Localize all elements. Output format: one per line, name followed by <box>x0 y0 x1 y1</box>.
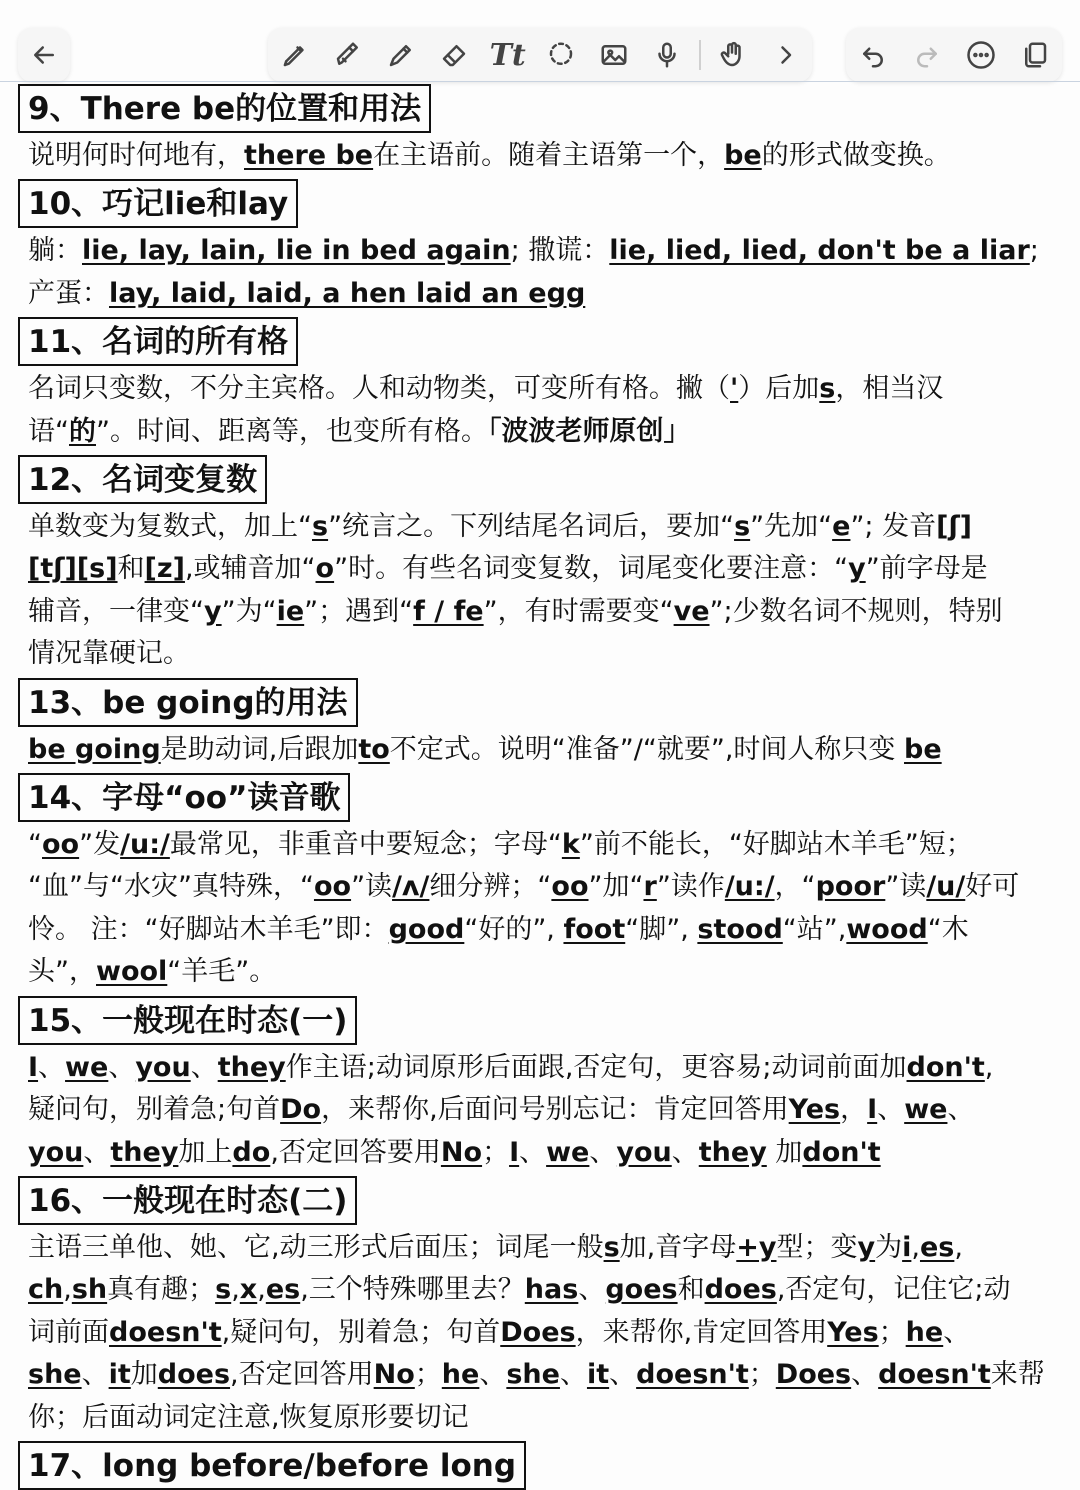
keyword: s <box>734 511 751 543</box>
keyword: they <box>110 1136 179 1168</box>
text-run: “木 <box>927 913 969 945</box>
section-body <box>18 506 1062 676</box>
section-heading-wrap <box>18 678 1062 727</box>
text-run: 、 <box>108 1051 136 1083</box>
section-heading-wrap <box>18 996 1062 1045</box>
section-heading: 11、名词的所有格 <box>18 317 298 366</box>
back-arrow-icon[interactable] <box>22 33 66 77</box>
text-run: 加,音字母 <box>619 1231 737 1263</box>
body-line <box>28 506 1062 548</box>
keyword: there be <box>244 140 374 171</box>
text-run: 、 <box>83 1136 111 1168</box>
pen-icon[interactable] <box>273 33 317 77</box>
section-heading-wrap <box>18 455 1062 504</box>
keyword: good <box>388 913 465 945</box>
text-run: 、 <box>81 1359 109 1391</box>
text-run: ，相当汉 <box>835 373 944 405</box>
text-run: ,或辅音加“ <box>184 553 316 585</box>
keyword: sh <box>71 1274 108 1306</box>
body-line <box>28 230 1062 272</box>
section-heading-wrap <box>18 1176 1062 1225</box>
image-icon[interactable] <box>592 33 636 77</box>
text-run: ,否定回答用 <box>230 1359 374 1391</box>
text-run: 作主语;动词原形后面跟,否定句，更容易;动词前面加 <box>285 1051 907 1083</box>
text-run: 辅音，一律变“ <box>28 595 204 627</box>
section-body <box>18 135 1062 177</box>
keyword: y <box>204 595 222 627</box>
keyword: wood <box>846 913 928 945</box>
text-run: 、 <box>38 1051 66 1083</box>
text-tool-label: Tt <box>489 37 526 73</box>
tools-group <box>268 28 812 82</box>
text-run: 主语三单他、她、它,动三形式后面压；词尾一般 <box>28 1231 604 1263</box>
section-heading: 17、long before/before long <box>18 1441 526 1490</box>
text-run: 怜。 注：“好脚站木羊毛”即： <box>28 913 389 945</box>
keyword: No <box>373 1359 415 1391</box>
keyword: stood <box>697 913 783 945</box>
keyword: does <box>157 1359 231 1391</box>
body-line <box>28 1227 1062 1269</box>
keyword: +y <box>736 1231 777 1263</box>
text-run: 、 <box>578 1274 606 1306</box>
text-run: ”;少数名词不规则，特别 <box>709 595 1003 627</box>
keyword: be going <box>28 733 161 765</box>
section-body <box>18 1227 1062 1439</box>
pencil-icon[interactable] <box>379 33 423 77</box>
keyword: x <box>239 1274 258 1306</box>
text-run: ,疑问句，别着急；句首 <box>221 1316 501 1348</box>
text-run: “ <box>28 829 42 861</box>
keyword: [z] <box>144 553 185 585</box>
body-line <box>28 951 1062 993</box>
text-run: ”，有时需要变“ <box>483 595 674 627</box>
keyword: [tʃ][s] <box>28 553 118 585</box>
section-body <box>18 368 1062 453</box>
keyword: Yes <box>827 1316 879 1348</box>
keyword: /u:/ <box>724 871 775 903</box>
section-heading-wrap <box>18 773 1062 822</box>
text-run: 真有趣； <box>107 1274 216 1306</box>
text-run: , <box>911 1231 920 1263</box>
toolbar-divider <box>0 81 1080 82</box>
keyword: I <box>28 1051 39 1083</box>
text-run: “站”, <box>782 913 847 945</box>
text-run: 头”， <box>28 956 96 988</box>
actions-group <box>846 28 1062 82</box>
text-run: 、 <box>190 1051 218 1083</box>
keyword: lie, lay, lain, lie in bed again <box>82 235 511 267</box>
keyword: doesn't <box>878 1359 991 1391</box>
keyword: don't <box>906 1051 985 1083</box>
keyword: lie, lied, lied, don't be a liar <box>609 235 1030 267</box>
eraser-icon[interactable] <box>432 33 476 77</box>
keyword: k <box>561 829 580 861</box>
text-run: 、 <box>519 1136 547 1168</box>
text-run: 型；变 <box>776 1231 858 1263</box>
keyword: they <box>217 1051 286 1083</box>
body-line <box>28 633 1062 675</box>
text-run: ）后加 <box>738 373 820 405</box>
body-line <box>28 1312 1062 1354</box>
text-run: 好可 <box>965 871 1020 903</box>
text-run: 单数变为复数式，加上“ <box>28 511 312 543</box>
text-run: 你；后面动词定注意,恢复原形要切记 <box>28 1401 469 1433</box>
note-content <box>18 84 1062 1490</box>
keyword: ie <box>276 595 305 627</box>
keyword: y <box>857 1231 876 1263</box>
body-line <box>28 1269 1062 1311</box>
text-run: 产蛋： <box>28 277 109 309</box>
keyword: Does <box>775 1359 852 1391</box>
text-run: 和 <box>117 553 145 585</box>
text-run: , <box>984 1051 994 1083</box>
body-line <box>28 1354 1062 1396</box>
text-run: 、 <box>943 1316 971 1348</box>
keyword: /ʌ/ <box>392 871 430 903</box>
text-run: ”。时间、距离等，也变所有格。 <box>96 415 488 447</box>
keyword: ' <box>730 373 739 405</box>
text-run: ”统言之。下列结尾名词后，要加“ <box>328 511 735 543</box>
section-heading: 10、巧记lie和lay <box>18 179 298 228</box>
keyword: /u/ <box>926 871 966 903</box>
more-icon[interactable] <box>959 33 1003 77</box>
text-run: 词前面 <box>28 1316 109 1348</box>
keyword: she <box>28 1359 82 1391</box>
text-run: ,三个特殊哪里去？ <box>300 1274 525 1306</box>
body-line <box>28 591 1062 633</box>
keyword: don't <box>802 1136 881 1168</box>
body-line <box>28 368 1062 410</box>
text-run: ,否定回答要用 <box>270 1136 441 1168</box>
body-line <box>28 1397 1062 1439</box>
section-heading: 15、一般现在时态(一) <box>18 996 357 1045</box>
keyword: you <box>28 1136 84 1168</box>
text-run: 最常见，非重音中要短念；字母“ <box>169 829 562 861</box>
keyword: i <box>902 1231 912 1263</box>
body-line <box>28 135 1062 177</box>
keyword: oo <box>313 871 352 903</box>
text-run: ”先加“ <box>750 511 833 543</box>
section-heading-wrap <box>18 84 1062 133</box>
bold-text: 「波波老师原创」 <box>488 415 691 447</box>
section-heading: 16、一般现在时态(二) <box>18 1176 357 1225</box>
text-run: 加上 <box>178 1136 233 1168</box>
body-line <box>28 411 1062 453</box>
keyword: doesn't <box>636 1359 749 1391</box>
text-run: ，“ <box>774 871 816 903</box>
keyword: Do <box>280 1094 322 1126</box>
keyword: we <box>65 1051 109 1083</box>
chevron-right-icon[interactable] <box>763 33 807 77</box>
keyword: I <box>867 1094 878 1126</box>
keyword: /u:/ <box>120 829 170 861</box>
text-run: ”加“ <box>588 871 644 903</box>
text-run: ”前字母是 <box>865 553 988 585</box>
keyword: they <box>698 1136 767 1168</box>
keyword: oo <box>551 871 589 903</box>
text-run: 来帮 <box>990 1359 1045 1391</box>
keyword: s <box>603 1231 620 1263</box>
body-line <box>28 273 1062 315</box>
text-run: , <box>954 1231 963 1263</box>
hand-touch-icon[interactable] <box>710 33 754 77</box>
text-run: ， <box>840 1094 868 1126</box>
pages-icon[interactable] <box>1013 33 1057 77</box>
keyword: he <box>905 1316 944 1348</box>
keyword: foot <box>563 913 626 945</box>
text-run: 情况靠硬记。 <box>28 638 190 670</box>
text-run: 语“ <box>28 415 69 447</box>
section-heading-wrap <box>18 179 1062 228</box>
text-run: 名词只变数，不分主宾格。人和动物类，可变所有格。撇（ <box>28 373 730 405</box>
keyword: does <box>704 1274 777 1306</box>
keyword: she <box>506 1359 560 1391</box>
keyword: f / fe <box>413 595 484 627</box>
keyword: be <box>904 733 942 765</box>
text-run: 、 <box>947 1094 975 1126</box>
text-run: ”发 <box>79 829 121 861</box>
keyword: we <box>546 1136 590 1168</box>
text-run: 为 <box>875 1231 903 1263</box>
keyword: doesn't <box>109 1316 222 1348</box>
text-run: “好的”, <box>464 913 564 945</box>
text-run: 在主语前。随着主语第一个， <box>373 140 725 171</box>
keyword: you <box>616 1136 672 1168</box>
text-run: ”时。有些名词变复数，词尾变化要注意：“ <box>334 553 849 585</box>
text-run: , <box>63 1274 72 1306</box>
text-run: ”前不能长，“好脚站木羊毛”短； <box>579 829 973 861</box>
keyword: e <box>832 511 851 543</box>
text-run: ”读 <box>885 871 927 903</box>
keyword: he <box>441 1359 480 1391</box>
text-run: 、 <box>609 1359 637 1391</box>
keyword: es <box>265 1274 301 1306</box>
keyword: to <box>358 733 390 765</box>
keyword: lay, laid, laid, a hen laid an egg <box>109 277 586 309</box>
section-body <box>18 230 1062 315</box>
text-run: ； <box>748 1359 776 1391</box>
text-run: ”读作 <box>656 871 725 903</box>
toolbar <box>0 0 1080 82</box>
text-run: 不定式。说明“准备”/“就要”,时间人称只变 <box>389 733 905 765</box>
redo-icon[interactable] <box>905 33 949 77</box>
keyword: Yes <box>788 1094 841 1126</box>
text-run: “脚”, <box>625 913 698 945</box>
undo-icon[interactable] <box>851 33 895 77</box>
keyword: goes <box>605 1274 678 1306</box>
section-heading: 14、字母“oo”读音歌 <box>18 773 350 822</box>
keyword: oo <box>42 829 80 861</box>
text-run: ； <box>414 1359 442 1391</box>
keyword: ve <box>673 595 710 627</box>
text-run: ，来帮你,后面问号别忘记：肯定回答用 <box>321 1094 789 1126</box>
section-body <box>18 729 1062 771</box>
keyword: No <box>440 1136 483 1168</box>
text-run: “血”与“水灾”真特殊，“ <box>28 871 314 903</box>
keyword: we <box>904 1094 948 1126</box>
text-run: 加 <box>130 1359 158 1391</box>
keyword: it <box>108 1359 131 1391</box>
text-run: ”为“ <box>221 595 277 627</box>
text-run: 躺： <box>28 235 82 267</box>
keyword: Does <box>500 1316 576 1348</box>
text-run: 和 <box>677 1274 705 1306</box>
text-run: 加 <box>766 1136 803 1168</box>
back-group <box>18 28 70 82</box>
lasso-icon[interactable] <box>539 33 583 77</box>
text-run: 疑问句，别着急;句首 <box>28 1094 281 1126</box>
text-run: ,否定句，记住它;动 <box>776 1274 1011 1306</box>
text-run: 说明何时何地有， <box>28 140 244 171</box>
section-heading: 13、be going的用法 <box>18 678 358 727</box>
section-body <box>18 1047 1062 1174</box>
bold-text: [ʃ] <box>936 511 972 543</box>
body-line <box>28 866 1062 908</box>
keyword: has <box>524 1274 579 1306</box>
text-run: 、 <box>589 1136 617 1168</box>
text-run: 细分辨；“ <box>429 871 552 903</box>
keyword: it <box>586 1359 610 1391</box>
section-heading-wrap <box>18 317 1062 366</box>
text-run: 、 <box>877 1094 905 1126</box>
keyword: ch <box>28 1274 64 1306</box>
section-body <box>18 824 1062 994</box>
body-line <box>28 548 1062 590</box>
text-run: 是助动词,后跟加 <box>160 733 359 765</box>
text-tool-icon[interactable] <box>486 33 530 77</box>
text-run: 、 <box>559 1359 587 1391</box>
text-run: ； <box>482 1136 510 1168</box>
keyword: do <box>232 1136 271 1168</box>
text-run: ; <box>1029 235 1039 267</box>
text-run: ，来帮你,肯定回答用 <box>575 1316 828 1348</box>
keyword: y <box>848 553 866 585</box>
keyword: be <box>724 140 762 171</box>
text-run: ”；遇到“ <box>304 595 414 627</box>
text-run: 、 <box>851 1359 879 1391</box>
keyword: s <box>819 373 836 405</box>
keyword: s <box>312 511 329 543</box>
text-run: ”; 发音 <box>850 511 937 543</box>
keyword: r <box>643 871 657 903</box>
toolbar-separator <box>699 40 701 70</box>
body-line <box>28 1047 1062 1089</box>
text-run: 、 <box>671 1136 699 1168</box>
text-run: 的形式做变换。 <box>761 140 951 171</box>
body-line <box>28 1132 1062 1174</box>
text-run: ”读 <box>351 871 393 903</box>
keyword: poor <box>815 871 886 903</box>
text-run: “羊毛”。 <box>167 956 277 988</box>
section-heading-wrap <box>18 1441 1062 1490</box>
section-heading: 9、There be的位置和用法 <box>18 84 431 133</box>
body-line <box>28 1089 1062 1131</box>
body-line <box>28 909 1062 951</box>
keyword: es <box>919 1231 955 1263</box>
keyword: o <box>315 553 335 585</box>
keyword: I <box>509 1136 520 1168</box>
keyword: wool <box>96 956 168 988</box>
keyword: 的 <box>69 415 96 447</box>
highlighter-icon[interactable] <box>326 33 370 77</box>
body-line <box>28 824 1062 866</box>
microphone-icon[interactable] <box>645 33 689 77</box>
text-run: ； <box>878 1316 906 1348</box>
body-line <box>28 729 1062 771</box>
section-heading: 12、名词变复数 <box>18 455 267 504</box>
text-run: , <box>231 1274 240 1306</box>
keyword: s <box>215 1274 232 1306</box>
text-run: , <box>257 1274 266 1306</box>
keyword: you <box>135 1051 191 1083</box>
text-run: ; 撒谎： <box>510 235 610 267</box>
text-run: 、 <box>479 1359 507 1391</box>
